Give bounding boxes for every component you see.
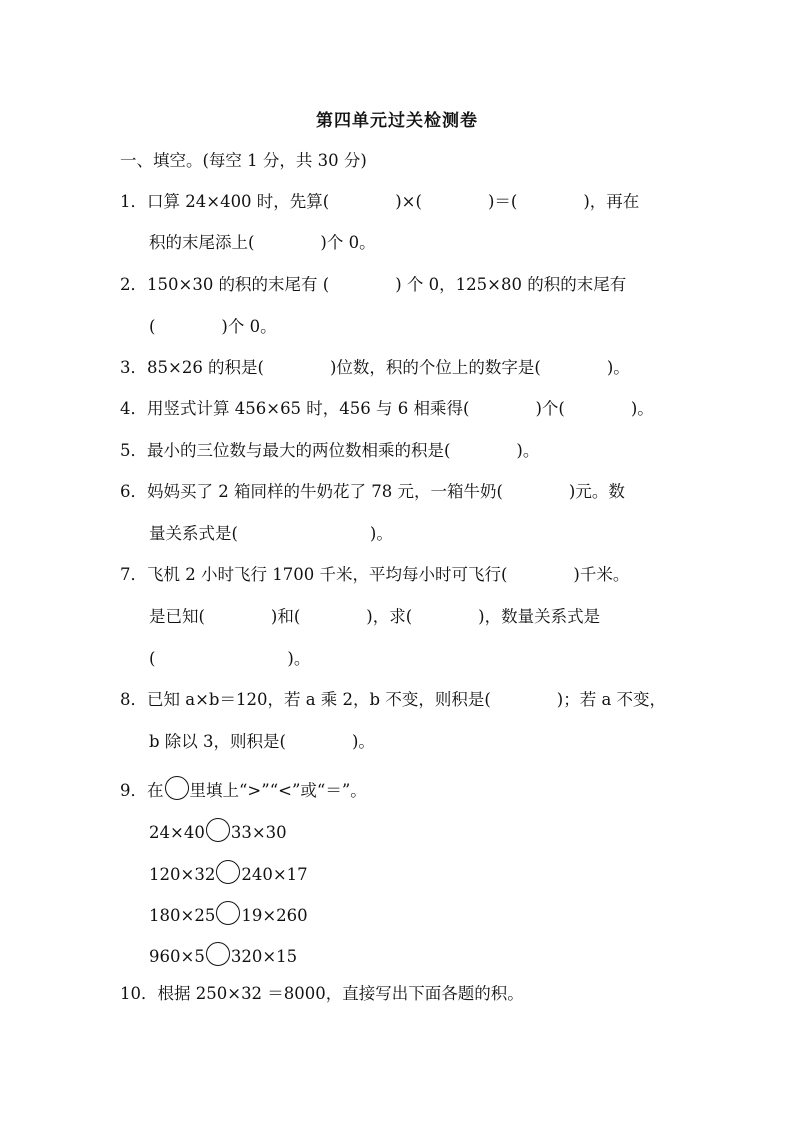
question-number: 6． [120,482,147,501]
compare-left: 960×5 [149,947,205,966]
question-2-cont: ( )个 0。 [149,317,277,336]
question-number: 1． [120,192,147,211]
question-text: 飞机 2 小时飞行 1700 千米，平均每小时可飞行( )千米。 [147,565,630,584]
compare-right: 33×30 [230,823,287,842]
compare-circle-input[interactable] [216,901,240,925]
compare-circle-input[interactable] [206,818,230,842]
question-7 [120,564,629,586]
compare-left: 120×32 [149,865,216,884]
question-2 [120,274,626,296]
question-number: 8． [120,690,147,709]
question-text: 已知 a×b＝120，若 a 乘 2，b 不变，则积是( )；若 a 不变， [147,690,667,709]
question-1-cont: 积的末尾添上( )个 0。 [149,233,376,252]
question-8 [120,689,666,711]
compare-item [149,860,308,886]
question-text: 妈妈买了 2 箱同样的牛奶花了 78 元，一箱牛奶( )元。数 [147,482,625,501]
question-number: 4． [120,399,147,418]
question-text: 用竖式计算 456×65 时，456 与 6 相乘得( )个( )。 [147,399,654,418]
compare-left: 180×25 [149,906,216,925]
question-text-post: 里填上“>”“<”或“＝”。 [189,781,367,800]
page-title: 第四单元过关检测卷 [316,111,478,131]
compare-item [149,942,297,968]
question-6-cont: 量关系式是( )。 [149,524,393,543]
question-7-cont2: ( )。 [149,649,311,668]
question-text: 口算 24×400 时，先算( )×( )＝( )，再在 [147,192,640,211]
question-1 [120,191,639,213]
question-number: 7． [120,565,147,584]
compare-item [149,818,287,844]
question-number: 3． [120,358,147,377]
question-3 [120,357,630,379]
question-9 [120,776,367,802]
question-6 [120,481,625,503]
question-8-cont: b 除以 3，则积是( )。 [149,732,375,751]
compare-right: 240×17 [241,865,308,884]
compare-item [149,901,308,927]
compare-right: 19×260 [241,906,308,925]
question-number: 5． [120,441,147,460]
compare-right: 320×15 [230,947,298,966]
question-text: 150×30 的积的末尾有 ( ) 个 0，125×80 的积的末尾有 [147,275,627,294]
compare-circle-input[interactable] [216,860,240,884]
question-number: 9． [120,781,147,800]
section-heading: 一、填空。(每空 1 分，共 30 分) [120,151,367,170]
compare-left: 24×40 [149,823,205,842]
question-text: 最小的三位数与最大的两位数相乘的积是( )。 [147,441,540,460]
question-text: 85×26 的积是( )位数，积的个位上的数字是( )。 [147,358,630,377]
question-10 [120,983,524,1005]
circle-blank-icon [165,776,189,800]
question-text-pre: 在 [147,781,164,800]
question-text: 根据 250×32 ＝8000，直接写出下面各题的积。 [157,984,524,1003]
question-number: 2． [120,275,147,294]
question-5 [120,440,539,462]
question-number: 10． [120,984,158,1003]
question-4 [120,398,654,420]
question-7-cont: 是已知( )和( )，求( )，数量关系式是 [149,607,601,626]
compare-circle-input[interactable] [206,942,230,966]
